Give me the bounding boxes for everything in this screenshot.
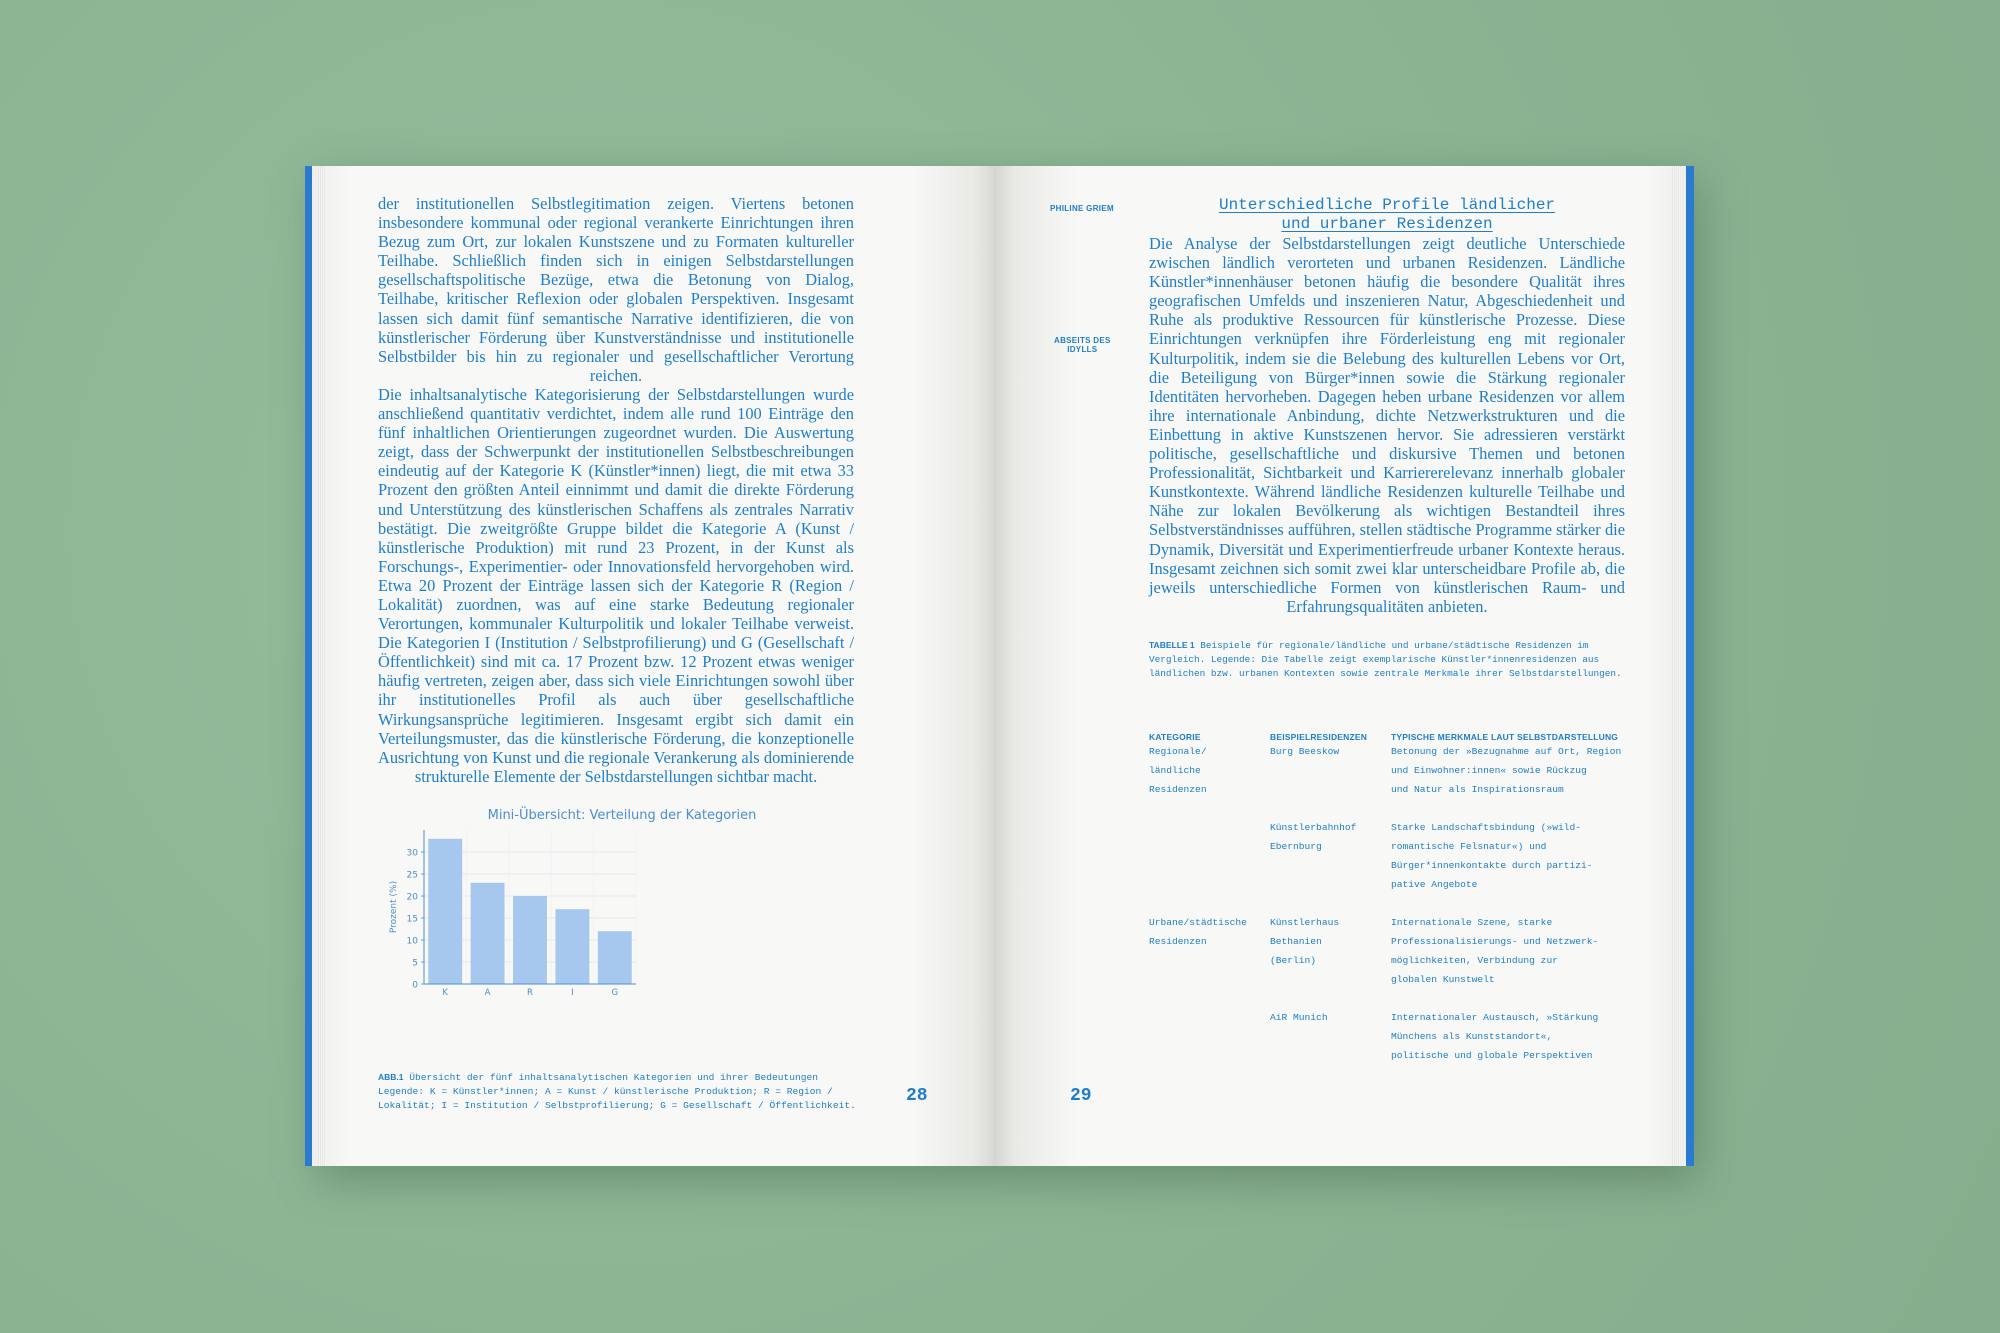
right-body-text <box>1149 234 1625 616</box>
table-cell-merkmale: Betonung der »Bezugnahme auf Ort, Region und Einwohner:innen« sowie Rückzug und Natur als Inspirationsraum <box>1391 746 1622 795</box>
figure-caption-text: Übersicht der fünf inhaltsanalytischen Kategorien und ihrer Bedeutungen Legende: K = Künstler*innen; A = Kunst / künstlerische Produktion; R = Region / Lokalität; I = Institution / Selbstprofilierung; G = Gesellschaft / Öffentlichkeit. <box>378 1072 856 1111</box>
figure-caption <box>378 1070 868 1113</box>
y-tick-label: 20 <box>406 892 418 903</box>
page-edges <box>318 166 326 1166</box>
section-heading-line1: Unterschiedliche Profile ländlicher <box>1218 196 1556 214</box>
bar-chart <box>382 826 642 996</box>
table-cell-merkmale: Starke Landschaftsbindung (»wild- romantische Felsnatur«) und Bürger*innenkontakte durch partizi- pative Angebote <box>1391 822 1593 890</box>
x-tick-label: A <box>484 988 491 996</box>
table-cell-residenz: Künstlerbahnhof Ebernburg <box>1270 822 1357 852</box>
y-tick-label: 5 <box>412 958 418 969</box>
chart-title: Mini-Übersicht: Verteilung der Kategorien <box>487 808 757 823</box>
right-page <box>994 166 1686 1166</box>
table-caption <box>1149 638 1627 681</box>
y-tick-label: 25 <box>406 870 418 881</box>
section-heading <box>1149 196 1625 234</box>
table-cell-merkmale: Internationale Szene, starke Professionalisierungs- und Netzwerk- möglichkeiten, Verbindung zur globalen Kunstwelt <box>1391 917 1599 985</box>
table-cell-residenz: Burg Beeskow <box>1270 746 1340 757</box>
left-body-text <box>378 194 854 786</box>
table-cell-residenz: Künstlerhaus Bethanien (Berlin) <box>1270 917 1340 966</box>
y-tick-label: 15 <box>406 914 418 925</box>
left-page <box>312 166 994 1166</box>
x-tick-label: I <box>571 988 574 996</box>
running-head-title-line2: IDYLLS <box>1067 345 1098 354</box>
bar-a <box>471 883 505 984</box>
section-heading-line2: und urbaner Residenzen <box>1281 215 1493 233</box>
table-cell-kategorie: Regionale/ ländliche Residenzen <box>1149 746 1207 795</box>
bar-g <box>598 931 632 984</box>
table-caption-label: TABELLE 1 <box>1149 640 1195 650</box>
running-head-author: PHILINE GRIEM <box>1050 204 1114 213</box>
right-paragraph: Die Analyse der Selbstdarstellungen zeigt deutliche Unterschiede zwischen ländlich verorteten und urbanen Residenzen. Ländliche Künstler*innenhäuser betonen häufig die besondere Qualität ihres geografischen Umfelds und inszenieren Natur, Abgeschiedenheit und Ruhe als produktive Ressourcen für künstlerische Prozesse. Diese Einrichtungen verknüpfen ihre Förderleistung eng mit regionaler Kulturpolitik, indem sie die Belebung des kulturellen Lebens vor Ort, die Beteiligung von Bürger*innen sowie die Stärkung regionaler Identitäten hervorheben. Dagegen heben urbane Residenzen vor allem ihre internationale Anbindung, dichte Netzwerkstrukturen und die Einbettung in aktive Kunstszenen hervor. Sie adressieren verstärkt politische, gesellschaftliche und diskursive Themen und betonen Professionalität, Sichtbarkeit und Karriererelevanz innerhalb globaler Kunstkontexte. Während ländliche Residenzen kulturelle Teilhabe und Nähe zur lokalen Bevölkerung als wichtigen Bestandteil ihres Selbstverständnisses aufführen, stellen städtische Programme stärker die Dynamik, Diversität und Experimentierfreude urbaner Kontexte heraus. Insgesamt zeichnen sich somit zwei klar unterscheidbare Profile ab, die jeweils unterschiedliche Formen von künstlerischen Raum- und Erfahrungsqualitäten anbieten. <box>1149 234 1625 616</box>
figure-caption-label: ABB.1 <box>378 1072 404 1082</box>
bar-i <box>555 909 589 984</box>
table-header-kategorie: KATEGORIE <box>1149 732 1201 742</box>
y-tick-label: 10 <box>406 936 418 947</box>
running-head-title-line1: ABSEITS DES <box>1054 336 1111 345</box>
bar-r <box>513 896 547 984</box>
x-tick-label: G <box>611 988 619 996</box>
table-cell-merkmale: Internationaler Austausch, »Stärkung Münchens als Kunststandort«, politische und globale Perspektiven <box>1391 1012 1599 1061</box>
y-axis-label: Prozent (%) <box>389 880 399 934</box>
table-cell-residenz: AiR Munich <box>1270 1012 1328 1023</box>
left-paragraph-2: Die inhaltsanalytische Kategorisierung der Selbstdarstellungen wurde anschließend quantitativ verdichtet, indem alle rund 100 Einträge den fünf inhaltlichen Orientierungen zugeordnet wurden. Die Auswertung zeigt, dass der Schwerpunkt der institutionellen Selbstbeschreibungen eindeutig auf der Kategorie K (Künstler*innen) liegt, die mit etwa 33 Prozent den größten Anteil einnimmt und damit die direkte Förderung und Unterstützung des künstlerischen Schaffens als zentrales Narrativ bestätigt. Die zweitgrößte Gruppe bildet die Kategorie A (Kunst / künstlerische Produktion) mit rund 23 Prozent, in der Kunst als Forschungs-, Experimentier- oder Innovationsfeld hervorgehoben wird. Etwa 20 Prozent der Einträge lassen sich der Kategorie R (Region / Lokalität) zuordnen, was auf eine starke Bedeutung regionaler Verortungen, kommunaler Kulturpolitik und lokaler Teilhabe verweist. Die Kategorien I (Institution / Selbstprofilierung) und G (Gesellschaft / Öffentlichkeit) sind mit ca. 17 Prozent bzw. 12 Prozent etwas weniger häufig vertreten, zeigen aber, dass sich viele Einrichtungen sowohl über ihr institutionelles Profil als auch über gesellschaftliche Wirkungsansprüche legitimieren. Insgesamt ergibt sich damit ein Verteilungsmuster, das die künstlerische Förderung, die konzeptionelle Ausrichtung von Kunst und die regionale Verankerung als dominierende strukturelle Elemente der Selbstdarstellungen sichtbar macht. <box>378 384 854 786</box>
page-number-right: 29 <box>1070 1086 1092 1106</box>
table-caption-text: Beispiele für regionale/ländliche und urbane/städtische Residenzen im Vergleich. Legende: Die Tabelle zeigt exemplarische Künstler*innenresidenzen aus ländlichen bzw. urbanen Kontexten sowie zentrale Merkmale ihrer Selbstdarstellungen. <box>1149 640 1622 679</box>
running-head-title <box>1054 336 1111 354</box>
x-tick-label: R <box>527 988 533 996</box>
y-tick-label: 30 <box>406 848 418 859</box>
table-cell-kategorie: Urbane/städtische Residenzen <box>1149 917 1247 947</box>
y-tick-label: 0 <box>412 980 418 991</box>
left-paragraph-1: der institutionellen Selbstlegitimation zeigen. Viertens betonen insbesondere kommunal oder regional verankerte Einrichtungen ihren Bezug zum Ort, zur lokalen Kunstszene und zu Formaten kultureller Teilhabe. Schließlich finden sich in einigen Selbstdarstellungen gesellschaftspolitische Bezüge, etwa die Betonung von Dialog, Teilhabe, kritischer Reflexion oder globalen Perspektiven. Insgesamt lassen sich damit fünf semantische Narrative identifizieren, die von künstlerischer Förderung über Kunstverständnisse und institutionelle Selbstbilder bis hin zu regionaler und gesellschaftlicher Verortung reichen. <box>378 194 854 385</box>
page-number-left: 28 <box>906 1086 928 1106</box>
page-edges <box>1672 166 1680 1166</box>
table-header-residenzen: BEISPIELRESIDENZEN <box>1270 732 1368 742</box>
bar-k <box>428 839 462 984</box>
table-header-merkmale: TYPISCHE MERKMALE LAUT SELBSTDARSTELLUNG <box>1391 732 1619 742</box>
x-tick-label: K <box>442 988 448 996</box>
